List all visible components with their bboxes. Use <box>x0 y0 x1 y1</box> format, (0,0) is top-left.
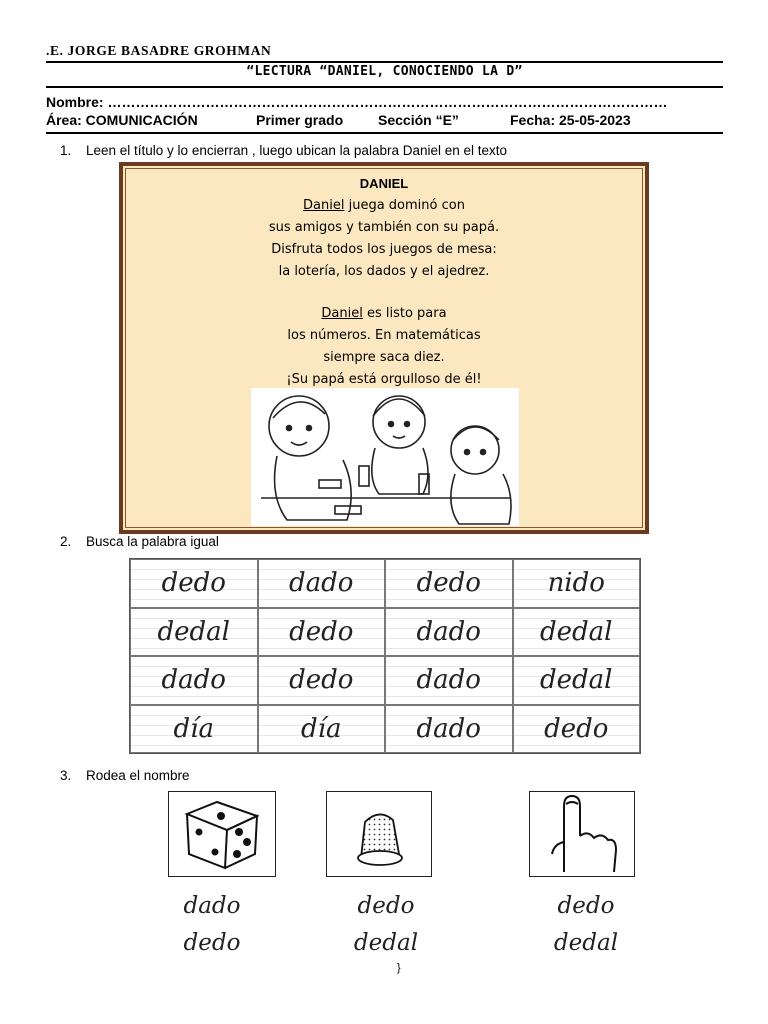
grade-label: Primer grado <box>256 112 344 128</box>
option-word[interactable]: dedal <box>353 930 419 956</box>
reading-title: DANIEL <box>359 176 409 191</box>
option-word[interactable]: dedo <box>357 893 415 919</box>
grid-cell[interactable]: día <box>130 705 258 754</box>
finger-picture <box>529 791 635 877</box>
instruction-2: 2. Busca la palabra igual <box>60 534 219 549</box>
date-label: Fecha: 25-05-2023 <box>510 112 631 128</box>
dice-icon <box>169 792 274 875</box>
school-name: .E. JORGE BASADRE GROHMAN <box>46 43 272 58</box>
name-field-label: Nombre: ………………………………………………………………………………………………………… <box>46 94 668 110</box>
grid-cell[interactable]: nido <box>513 559 641 608</box>
reading-line-6: los números. En matemáticas <box>287 328 481 343</box>
area-label: Área: COMUNICACIÓN <box>46 112 198 128</box>
grid-cell[interactable]: dedo <box>513 705 641 754</box>
reading-line-3: Disfruta todos los juegos de mesa: <box>271 242 497 257</box>
reading-line-2: sus amigos y también con su papá. <box>268 220 500 235</box>
thimble-icon <box>327 792 430 875</box>
grid-cell[interactable]: dado <box>385 608 513 657</box>
reading-line-4: la lotería, los dados y el ajedrez. <box>278 264 490 279</box>
reading-line-1: Daniel juega dominó con <box>303 198 465 213</box>
grid-cell[interactable]: dedal <box>513 656 641 705</box>
grid-cell[interactable]: dedo <box>130 559 258 608</box>
header-rule-top <box>46 61 723 63</box>
worksheet-title: “LECTURA “DANIEL, CONOCIENDO LA D” <box>246 64 523 79</box>
grid-cell[interactable]: dedal <box>513 608 641 657</box>
finger-icon <box>530 792 633 875</box>
footer-mark: } <box>397 962 401 974</box>
option-word[interactable]: dedo <box>183 930 241 956</box>
dice-picture <box>168 791 276 877</box>
grid-cell[interactable]: dedo <box>258 656 386 705</box>
reading-line-7: siempre saca diez. <box>323 350 445 365</box>
grid-cell[interactable]: dado <box>130 656 258 705</box>
option-word[interactable]: dedo <box>557 893 615 919</box>
header-rule-mid <box>46 86 723 88</box>
grid-cell[interactable]: dedal <box>130 608 258 657</box>
header-rule-bottom <box>46 132 723 134</box>
grid-cell[interactable]: dedo <box>385 559 513 608</box>
daniel-word-2: Daniel <box>321 306 363 321</box>
reading-line-5: Daniel es listo para <box>321 306 447 321</box>
grid-cell[interactable]: dado <box>385 656 513 705</box>
option-word[interactable]: dedal <box>553 930 619 956</box>
section-label: Sección “E” <box>378 112 459 128</box>
reading-box <box>119 162 649 534</box>
daniel-word-1: Daniel <box>303 198 345 213</box>
reading-line-8: ¡Su papá está orgulloso de él! <box>286 372 482 387</box>
grid-cell[interactable]: dado <box>258 559 386 608</box>
option-word[interactable]: dado <box>183 893 241 919</box>
word-match-grid <box>129 558 641 754</box>
instruction-3: 3. Rodea el nombre <box>60 768 190 783</box>
grid-cell[interactable]: día <box>258 705 386 754</box>
grid-cell[interactable]: dedo <box>258 608 386 657</box>
grid-cell[interactable]: dado <box>385 705 513 754</box>
instruction-1: 1. Leen el título y lo encierran , luego ubican la palabra Daniel en el texto <box>60 143 508 158</box>
thimble-picture <box>326 791 432 877</box>
children-playing-illustration <box>251 388 519 526</box>
